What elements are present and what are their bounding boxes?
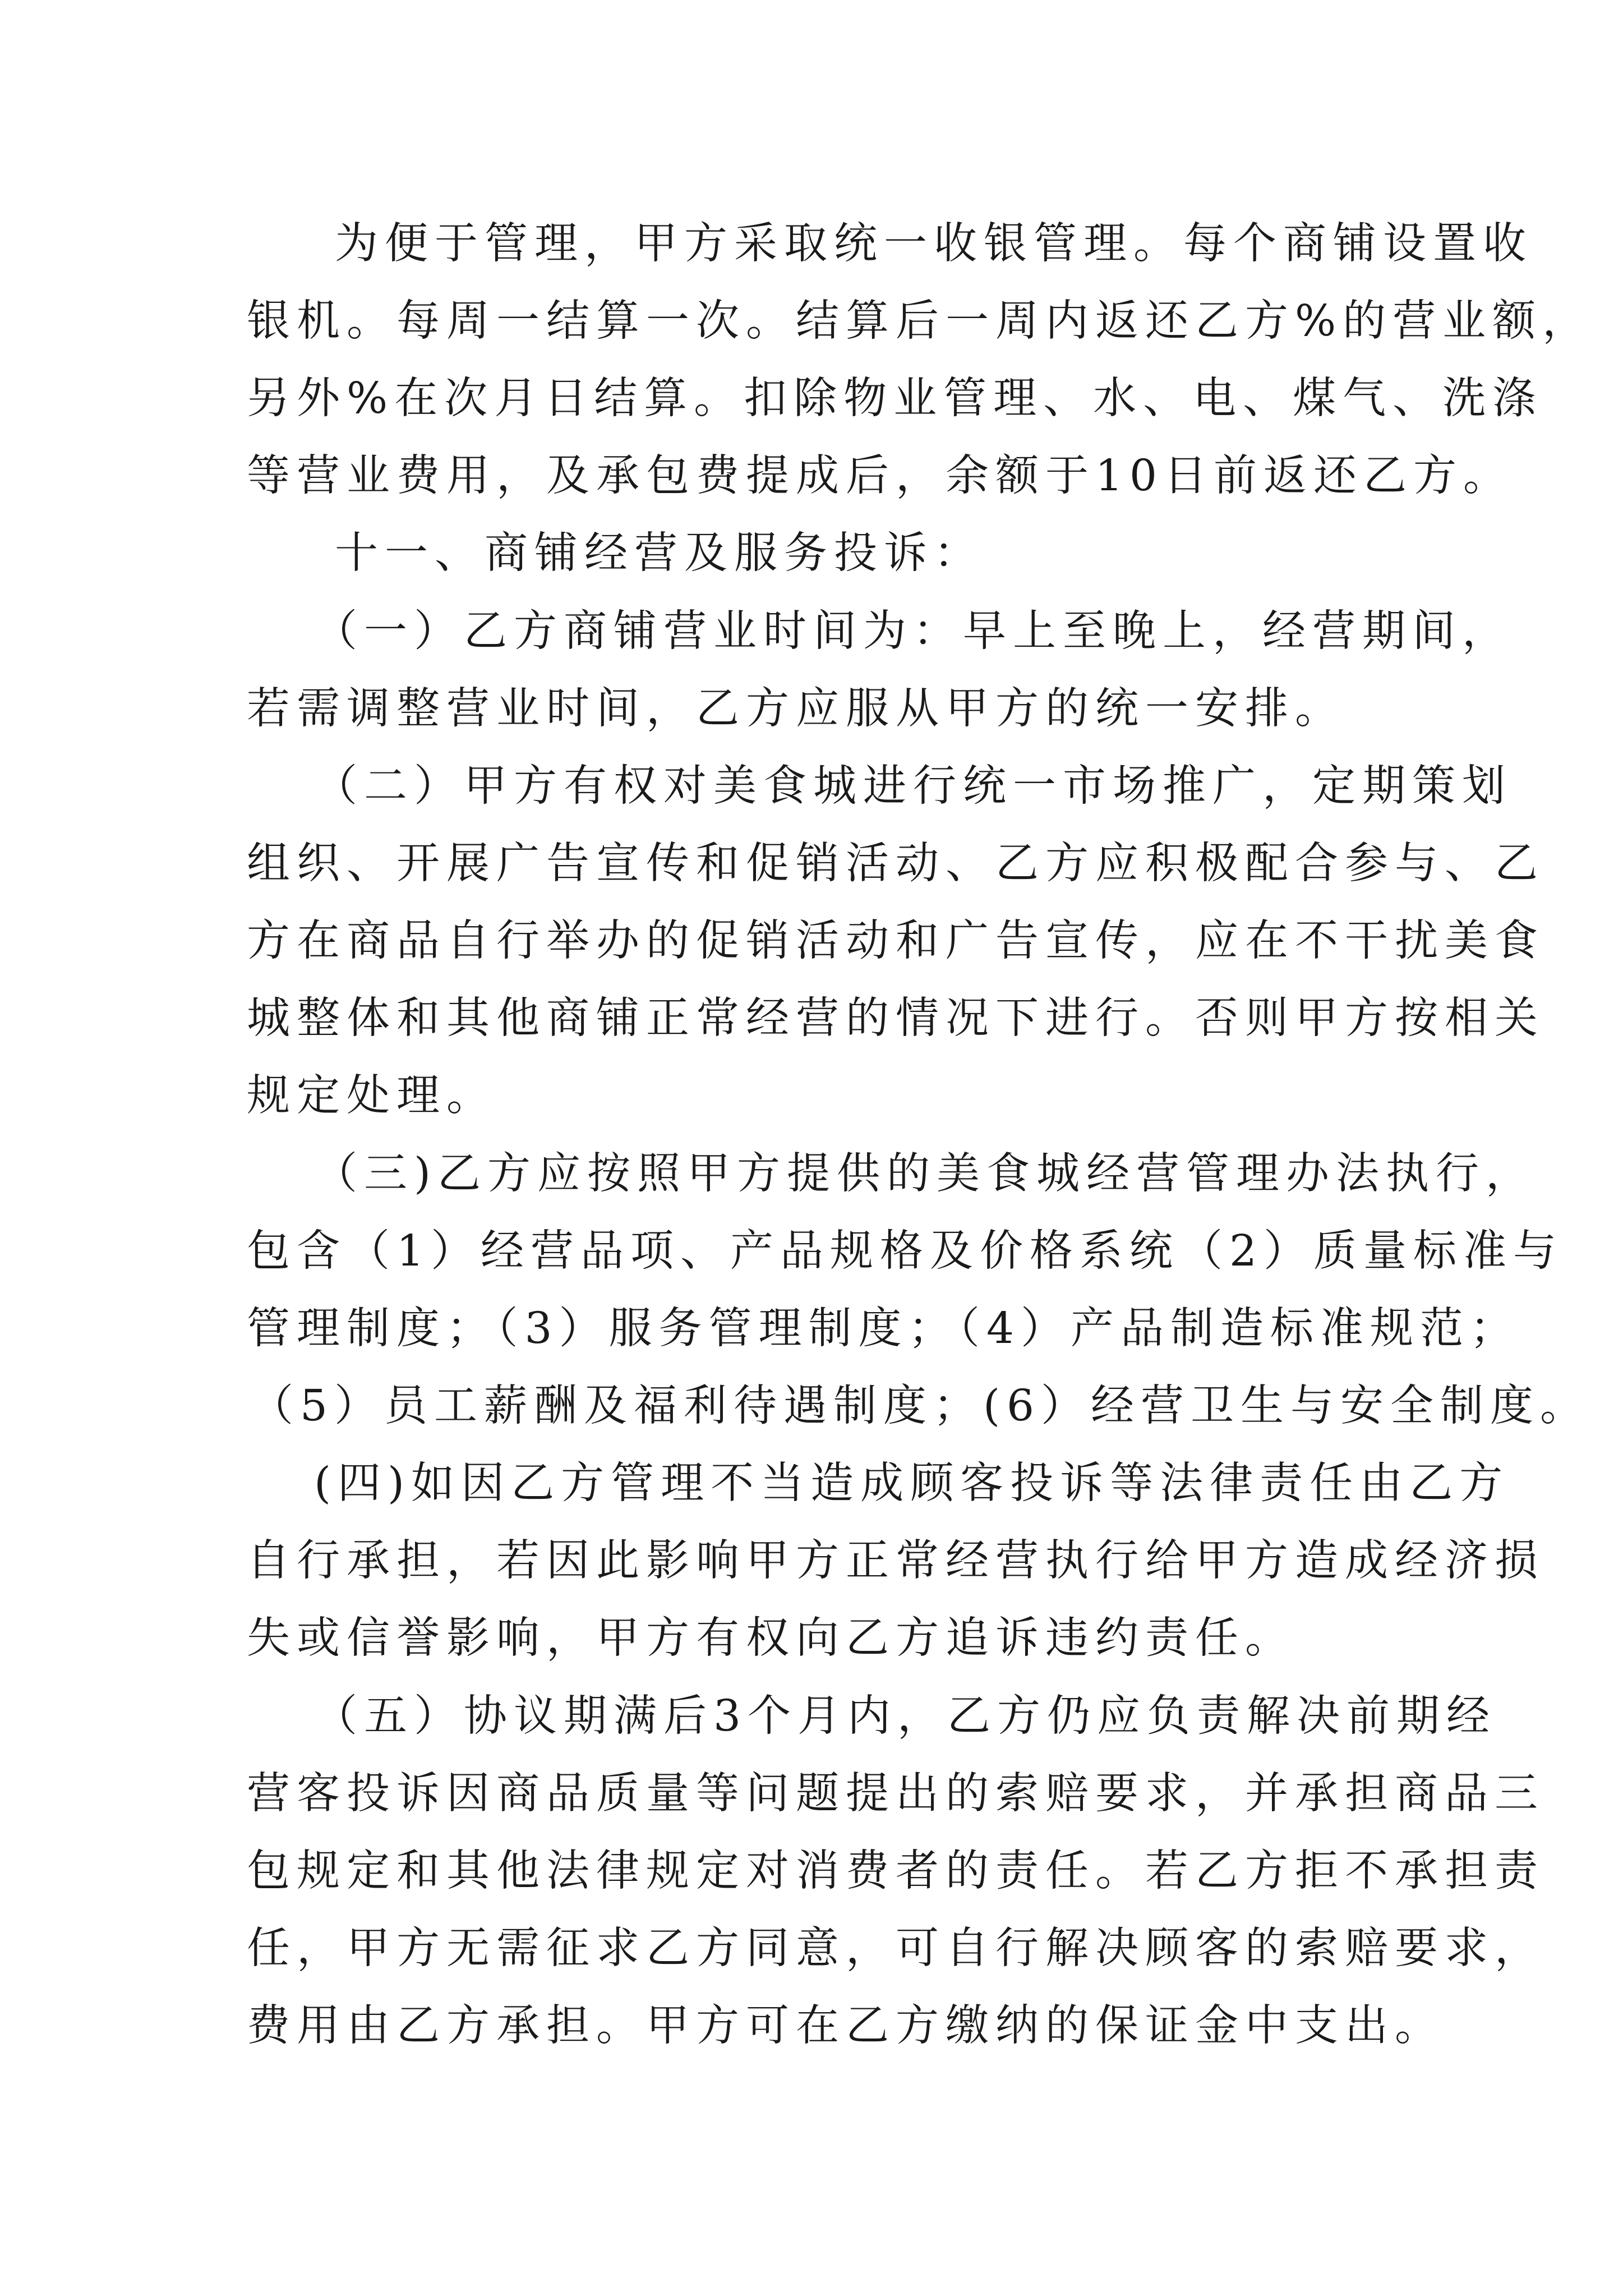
text-line: 营客投诉因商品质量等问题提出的索赔要求，并承担商品三 (247, 1769, 1544, 1819)
text-line: 方在商品自行举办的促销活动和广告宣传，应在不干扰美食 (247, 916, 1544, 966)
text-line: 管理制度；（3）服务管理制度；（4）产品制造标准规范； (247, 1304, 1520, 1354)
text-line: 城整体和其他商铺正常经营的情况下进行。否则甲方按相关 (247, 993, 1544, 1043)
text-line: 另外%在次月日结算。扣除物业管理、水、电、煤气、洗涤 (247, 374, 1543, 424)
text-line: （一）乙方商铺营业时间为：早上至晚上，经营期间， (314, 606, 1512, 656)
text-line: 等营业费用，及承包费提成后，余额于10日前返还乙方。 (247, 451, 1513, 501)
section-heading: 十一、商铺经营及服务投诉： (335, 528, 984, 578)
text-line: 费用由乙方承担。甲方可在乙方缴纳的保证金中支出。 (247, 2001, 1445, 2051)
text-line: （二）甲方有权对美食城进行统一市场推广，定期策划 (314, 761, 1512, 811)
text-line: （5）员工薪酬及福利待遇制度；(6）经营卫生与安全制度。 (250, 1381, 1590, 1431)
text-line: 银机。每周一结算一次。结算后一周内返还乙方%的营业额， (247, 296, 1593, 346)
text-line: 若需调整营业时间，乙方应服从甲方的统一安排。 (247, 684, 1345, 734)
text-line: 自行承担，若因此影响甲方正常经营执行给甲方造成经济损 (247, 1536, 1544, 1586)
text-line: 为便于管理，甲方采取统一收银管理。每个商铺设置收 (335, 219, 1533, 269)
text-line: 包规定和其他法律规定对消费者的责任。若乙方拒不承担责 (247, 1846, 1544, 1896)
text-line: (四)如因乙方管理不当造成顾客投诉等法律责任由乙方 (314, 1458, 1510, 1508)
text-line: 规定处理。 (247, 1071, 496, 1121)
text-line: 任，甲方无需征求乙方同意，可自行解决顾客的索赔要求， (247, 1924, 1544, 1973)
text-line: 失或信誉影响，甲方有权向乙方追诉违约责任。 (247, 1613, 1295, 1663)
text-line: （五）协议期满后3个月内，乙方仍应负责解决前期经 (314, 1691, 1496, 1741)
text-line: 包含（1）经营品项、产品规格及价格系统（2）质量标准与 (247, 1226, 1563, 1276)
text-line: （三)乙方应按照甲方提供的美食城经营管理办法执行， (314, 1149, 1536, 1199)
text-line: 组织、开展广告宣传和促销活动、乙方应积极配合参与、乙 (247, 839, 1544, 889)
